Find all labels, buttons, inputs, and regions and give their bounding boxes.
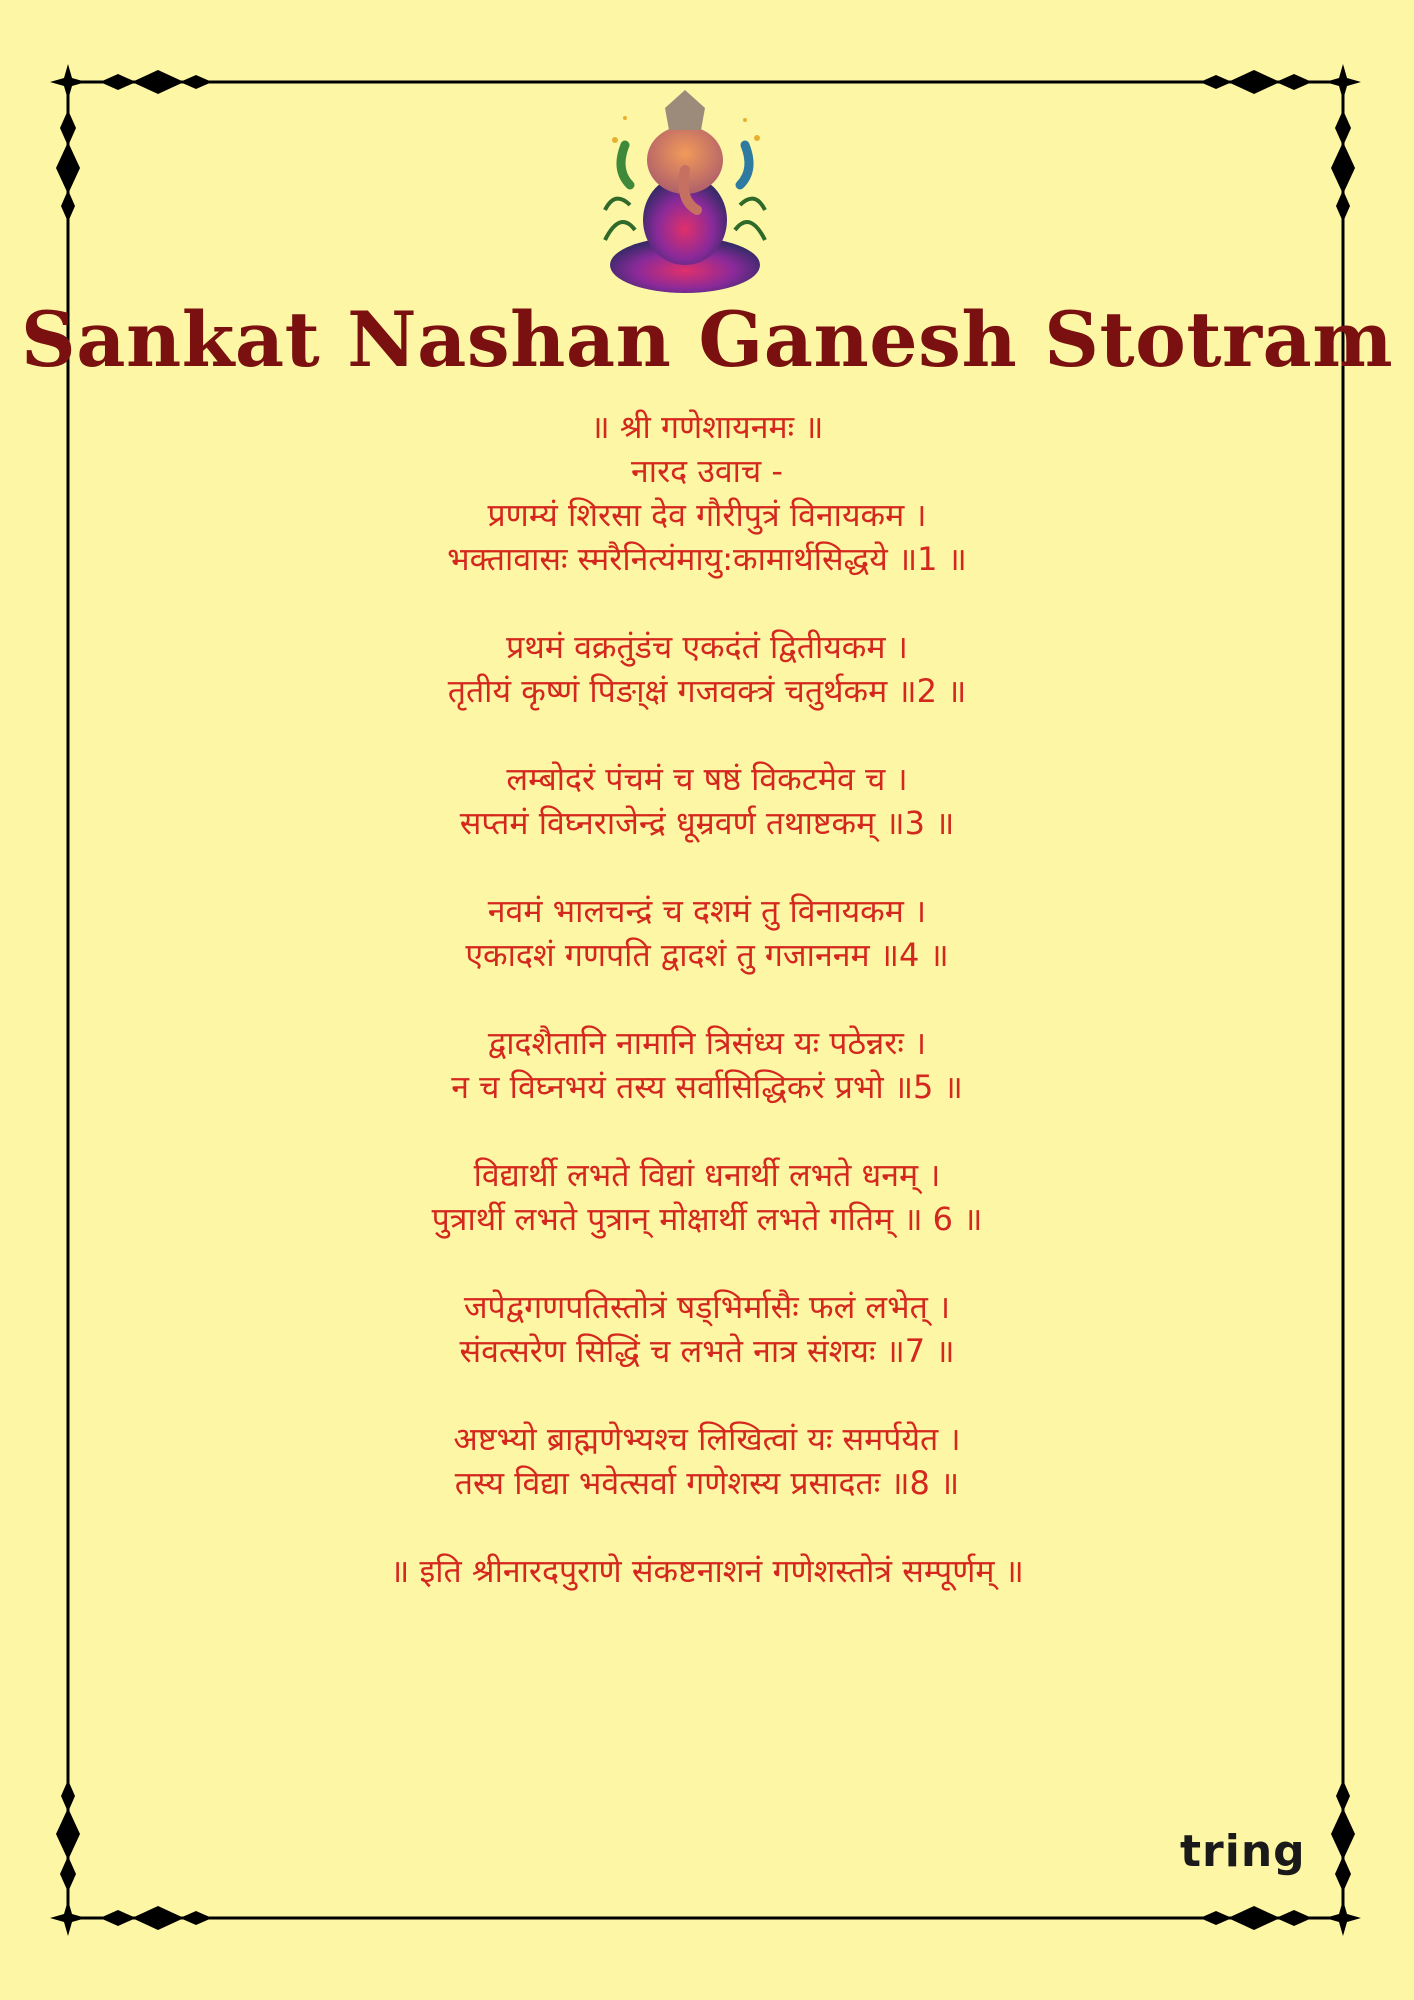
stotram-text <box>300 405 1114 1593</box>
verse-3-line-1: लम्बोदरं पंचमं च षष्ठं विकटमेव च । <box>506 760 908 798</box>
verse-1-line-1: प्रणम्यं शिरसा देव गौरीपुत्रं विनायकम । <box>487 496 927 534</box>
verse-5-line-2: न च विघ्नभयं तस्य सर्वासिद्धिकरं प्रभो ॥5 ॥ <box>451 1068 963 1106</box>
ganesha-illustration-icon <box>585 90 785 300</box>
verse-3-line-2: सप्तमं विघ्नराजेन्द्रं धूम्रवर्ण तथाष्टकम् ॥3 ॥ <box>459 804 955 842</box>
invocation: ॥ श्री गणेशायनमः ॥ <box>590 408 824 446</box>
verse-6-line-1: विद्यार्थी लभते विद्यां धनार्थी लभते धनम् । <box>473 1156 941 1194</box>
verse-6-line-2: पुत्रार्थी लभते पुत्रान् मोक्षार्थी लभते गतिम् ॥ 6 ॥ <box>431 1200 983 1238</box>
speaker-line: नारद उवाच - <box>631 452 783 490</box>
verse-2-line-1: प्रथमं वक्रतुंडंच एकदंतं द्वितीयकम । <box>506 628 908 666</box>
brand-logo: tring <box>1180 1826 1306 1877</box>
verse-8-line-2: तस्य विद्या भवेत्सर्वा गणेशस्य प्रसादतः ॥8 ॥ <box>454 1464 960 1502</box>
verse-1-line-2: भक्तावासः स्मरैनित्यंमायु:कामार्थसिद्धये ॥1 ॥ <box>447 540 967 578</box>
verse-7-line-2: संवत्सरेण सिद्धिं च लभते नात्र संशयः ॥7 ॥ <box>459 1332 955 1370</box>
page-title: Sankat Nashan Ganesh Stotram <box>20 295 1394 384</box>
verse-8-line-1: अष्टभ्यो ब्राह्मणेभ्यश्च लिखित्वां यः समर्पयेत । <box>453 1420 961 1458</box>
verse-4-line-2: एकादशं गणपति द्वादशं तु गजाननम ॥4 ॥ <box>465 936 949 974</box>
verse-5-line-1: द्वादशैतानि नामानि त्रिसंध्य यः पठेन्नरः । <box>487 1024 927 1062</box>
verse-2-line-2: तृतीयं कृष्णं पिङा्क्षं गजवक्त्रं चतुर्थकम ॥2 ॥ <box>447 672 967 710</box>
closing-line: ॥ इति श्रीनारदपुराणे संकष्टनाशनं गणेशस्तोत्रं सम्पूर्णम् ॥ <box>390 1552 1024 1590</box>
verse-7-line-1: जपेद्वगणपतिस्तोत्रं षड्भिर्मासैः फलं लभेत् । <box>463 1288 951 1326</box>
verse-4-line-1: नवमं भालचन्द्रं च दशमं तु विनायकम । <box>487 892 927 930</box>
